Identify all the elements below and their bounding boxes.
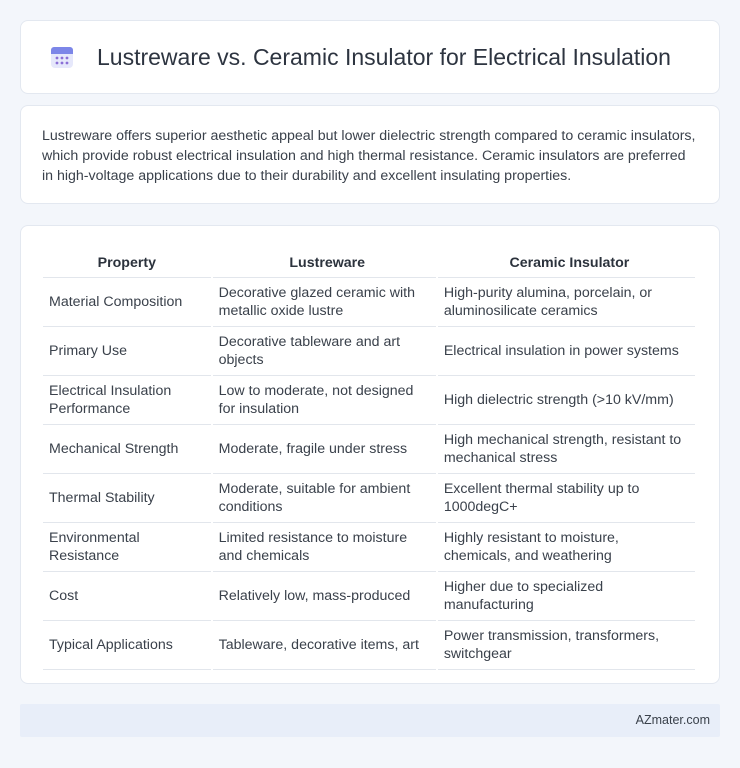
lustreware-cell: Low to moderate, not designed for insulation <box>213 376 436 425</box>
lustreware-cell: Decorative tableware and art objects <box>213 327 436 376</box>
property-cell: Mechanical Strength <box>43 425 211 474</box>
table-row <box>43 425 695 474</box>
property-cell: Cost <box>43 572 211 621</box>
lustreware-cell: Limited resistance to moisture and chemicals <box>213 523 436 572</box>
lustreware-cell: Moderate, suitable for ambient conditions <box>213 474 436 523</box>
column-header-lustreware: Lustreware <box>213 246 436 278</box>
calendar-icon <box>49 44 75 70</box>
summary-card <box>20 105 720 204</box>
title-card <box>20 20 720 94</box>
footer-source-link[interactable]: AZmater.com <box>635 713 710 727</box>
lustreware-cell: Moderate, fragile under stress <box>213 425 436 474</box>
column-header-property: Property <box>43 246 211 278</box>
ceramic-insulator-cell: High mechanical strength, resistant to mechanical stress <box>438 425 695 474</box>
property-cell: Electrical Insulation Performance <box>43 376 211 425</box>
ceramic-insulator-cell: High-purity alumina, porcelain, or aluminosilicate ceramics <box>438 278 695 327</box>
summary-text: Lustreware offers superior aesthetic appeal but lower dielectric strength compared to ceramic insulators, which provide robust electrical insulation and high thermal resistance. Ceramic insulators are preferred in high-voltage applications due to their durability and excellent insulating properties. <box>42 128 696 184</box>
ceramic-insulator-cell: High dielectric strength (>10 kV/mm) <box>438 376 695 425</box>
lustreware-cell: Relatively low, mass-produced <box>213 572 436 621</box>
property-cell: Material Composition <box>43 278 211 327</box>
page-title: Lustreware vs. Ceramic Insulator for Electrical Insulation <box>97 43 671 70</box>
property-cell: Primary Use <box>43 327 211 376</box>
ceramic-insulator-cell: Excellent thermal stability up to 1000degC+ <box>438 474 695 523</box>
table-row <box>43 474 695 523</box>
table-header-row <box>43 246 695 278</box>
table-row <box>43 327 695 376</box>
ceramic-insulator-cell: Highly resistant to moisture, chemicals, and weathering <box>438 523 695 572</box>
ceramic-insulator-cell: Power transmission, transformers, switchgear <box>438 621 695 670</box>
table-row <box>43 376 695 425</box>
table-row <box>43 621 695 670</box>
column-header-ceramic-insulator: Ceramic Insulator <box>438 246 695 278</box>
lustreware-cell: Decorative glazed ceramic with metallic oxide lustre <box>213 278 436 327</box>
comparison-table-card <box>20 225 720 684</box>
property-cell: Typical Applications <box>43 621 211 670</box>
footer-bar <box>20 704 720 737</box>
table-row <box>43 523 695 572</box>
ceramic-insulator-cell: Electrical insulation in power systems <box>438 327 695 376</box>
comparison-table <box>41 246 697 670</box>
table-row <box>43 278 695 327</box>
ceramic-insulator-cell: Higher due to specialized manufacturing <box>438 572 695 621</box>
property-cell: Environmental Resistance <box>43 523 211 572</box>
property-cell: Thermal Stability <box>43 474 211 523</box>
table-row <box>43 572 695 621</box>
lustreware-cell: Tableware, decorative items, art <box>213 621 436 670</box>
